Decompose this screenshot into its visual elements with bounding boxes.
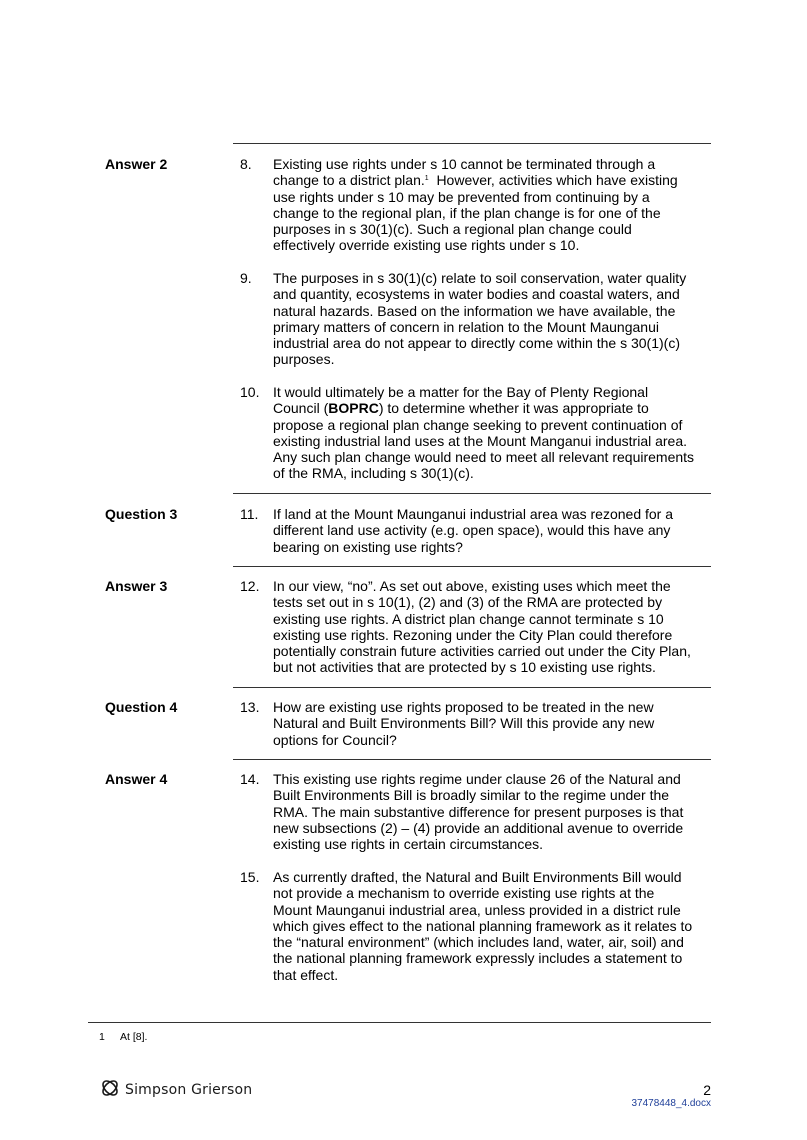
text-segment: ) to determine whether it was appropriate to — [378, 400, 649, 417]
text-line: Any such plan change would need to meet all relevant requirements — [273, 449, 695, 466]
paragraph-text — [273, 699, 715, 748]
paragraph-number: 15. — [240, 869, 260, 885]
text-line: Natural and Built Environments Bill? Will this provide any new — [273, 715, 655, 732]
paragraph-11 — [240, 506, 715, 555]
text-line: but not activities that are protected by s 10 existing use rights. — [273, 659, 656, 676]
text-line: Existing use rights under s 10 cannot be terminated through a — [273, 156, 656, 172]
paragraph-number: 9. — [240, 270, 252, 286]
simpson-grierson-knot-icon — [100, 1078, 120, 1103]
text-line: existing use rights. Rezoning under the City Plan could therefore — [273, 626, 673, 643]
paragraph-number: 10. — [240, 384, 260, 400]
text-line: the “natural environment” (which includes land, water, air, soil) and — [273, 934, 684, 951]
paragraph-number: 13. — [240, 699, 260, 715]
text-line: and quantity, ecosystems in water bodies and coastal waters, and — [273, 286, 680, 303]
text-segment: Council ( — [273, 400, 329, 417]
text-line: Built Environments Bill is broadly similar to the regime under the — [273, 787, 670, 804]
text-line: existing industrial land uses at the Mount Manganui industrial area. — [273, 432, 688, 449]
footnote-number: 1 — [99, 1031, 105, 1043]
footnote-text: At [8]. — [120, 1031, 148, 1043]
paragraph-12 — [240, 578, 715, 676]
text-line: propose a regional plan change seeking to prevent continuation of — [273, 416, 683, 433]
footnote-separator — [88, 1022, 711, 1023]
text-line: of the RMA, including s 30(1)(c). — [273, 465, 474, 482]
text-line: options for Council? — [273, 731, 397, 748]
paragraph-text — [273, 578, 715, 676]
text-line: purposes in s 30(1)(c). Such a regional plan change could — [273, 221, 632, 238]
paragraph-text — [273, 384, 715, 482]
text-line: In our view, “no”. As set out above, existing uses which meet the — [273, 578, 671, 594]
text-line: not provide a mechanism to override existing use rights at the — [273, 885, 655, 902]
text-line: new subsections (2) – (4) provide an additional avenue to override — [273, 819, 684, 836]
paragraph-10 — [240, 384, 715, 482]
answer-2-label: Answer 2 — [105, 156, 168, 172]
paragraph-text — [273, 771, 715, 852]
question-3-label: Question 3 — [105, 506, 178, 522]
paragraph-text — [273, 270, 715, 368]
text-line: tests set out in s 10(1), (2) and (3) of the RMA are protected by — [273, 594, 663, 611]
text-segment: change to a district plan. — [273, 172, 425, 189]
section-divider — [233, 566, 711, 567]
text-line: use rights under s 10 may be prevented from continuing by a — [273, 188, 650, 205]
text-line: Mount Maunganui industrial area, unless provided in a district rule — [273, 901, 681, 918]
text-line: change to the regional plan, if the plan change is for one of the — [273, 204, 661, 221]
footnote-reference[interactable]: 1 — [424, 175, 429, 183]
paragraph-9 — [240, 270, 715, 368]
text-line: existing use rights. A district plan change cannot terminate s 10 — [273, 610, 664, 627]
defined-term: BOPRC — [328, 400, 379, 417]
paragraph-number: 8. — [240, 156, 252, 172]
paragraph-15 — [240, 869, 715, 983]
section-divider — [233, 759, 711, 760]
text-line: This existing use rights regime under clause 26 of the Natural and — [273, 771, 681, 787]
text-line: It would ultimately be a matter for the Bay of Plenty Regional — [273, 384, 649, 400]
paragraph-text — [273, 156, 715, 254]
text-line — [273, 172, 715, 188]
paragraph-13 — [240, 699, 715, 748]
paragraph-text — [273, 869, 715, 983]
text-line: primary matters of concern in relation to the Mount Maunganui — [273, 318, 659, 335]
paragraph-8 — [240, 156, 715, 254]
answer-3-label: Answer 3 — [105, 578, 168, 594]
text-line: the national planning framework expressly includes a statement to — [273, 950, 683, 967]
page-number: 2 — [703, 1082, 711, 1098]
paragraph-14 — [240, 771, 715, 852]
paragraph-number: 12. — [240, 578, 260, 594]
section-divider — [233, 687, 711, 688]
text-line: industrial area do not appear to directly come within the s 30(1)(c) — [273, 335, 680, 352]
text-line: existing use rights in certain circumstances. — [273, 836, 543, 853]
text-line: natural hazards. Based on the information we have available, the — [273, 302, 676, 319]
text-line: potentially constrain future activities carried out under the City Plan, — [273, 643, 691, 660]
text-line: which gives effect to the national planning framework as it relates to — [273, 917, 693, 934]
document-id: 37478448_4.docx — [631, 1098, 711, 1109]
paragraph-text — [273, 506, 715, 555]
text-line: purposes. — [273, 351, 335, 368]
text-line: If land at the Mount Maunganui industrial area was rezoned for a — [273, 506, 674, 522]
text-line: As currently drafted, the Natural and Built Environments Bill would — [273, 869, 682, 885]
text-line: different land use activity (e.g. open space), would this have any — [273, 522, 671, 539]
paragraph-number: 11. — [240, 506, 259, 522]
text-line: bearing on existing use rights? — [273, 538, 463, 555]
text-line — [273, 400, 715, 416]
text-line: The purposes in s 30(1)(c) relate to soil conservation, water quality — [273, 270, 687, 286]
text-segment: However, activities which have existing — [428, 172, 678, 189]
paragraph-number: 14. — [240, 771, 260, 787]
answer-4-label: Answer 4 — [105, 771, 168, 787]
section-divider — [233, 143, 711, 144]
question-4-label: Question 4 — [105, 699, 178, 715]
brand-name: Simpson Grierson — [125, 1082, 253, 1098]
text-line: that effect. — [273, 966, 339, 983]
brand-logo — [100, 1079, 252, 1101]
text-line: How are existing use rights proposed to be treated in the new — [273, 699, 654, 715]
text-line: RMA. The main substantive difference for present purposes is that — [273, 803, 684, 820]
section-divider — [233, 493, 711, 494]
text-line: effectively override existing use rights under s 10. — [273, 237, 580, 254]
